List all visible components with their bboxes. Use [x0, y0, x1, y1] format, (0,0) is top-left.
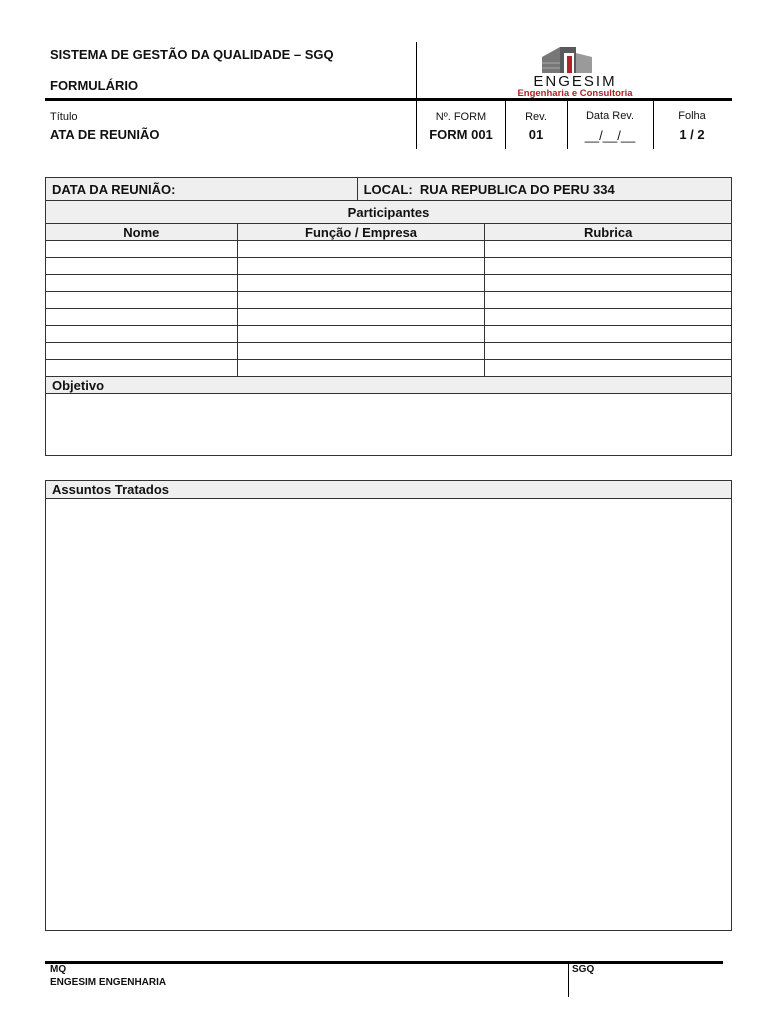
- rev-label: Rev.: [525, 111, 547, 123]
- meeting-form-table: [45, 177, 732, 456]
- signature-cell[interactable]: [485, 326, 732, 343]
- participants-title: Participantes: [46, 201, 732, 224]
- meeting-info-row: [46, 178, 732, 201]
- building-logo-icon: [540, 43, 596, 75]
- name-cell[interactable]: [46, 343, 238, 360]
- role-cell[interactable]: [237, 275, 485, 292]
- date-rev-label: Data Rev.: [585, 110, 635, 122]
- name-cell[interactable]: [46, 309, 238, 326]
- role-cell[interactable]: [237, 241, 485, 258]
- participants-header-row: [46, 224, 732, 241]
- logo-tagline: Engenharia e Consultoria: [517, 88, 633, 99]
- location-value: RUA REPUBLICA DO PERU 334: [419, 181, 615, 197]
- meeting-location: [357, 178, 731, 201]
- form-no-label: Nº. FORM: [435, 111, 487, 123]
- title-label: Título: [50, 111, 78, 123]
- title-value: ATA DE REUNIÃO: [50, 127, 160, 142]
- signature-cell[interactable]: [485, 258, 732, 275]
- system-title: SISTEMA DE GESTÃO DA QUALIDADE – SGQ: [50, 47, 334, 62]
- column-header-name: Nome: [46, 224, 238, 241]
- topics-field[interactable]: [46, 499, 731, 930]
- footer-mq: MQ: [50, 964, 67, 975]
- footer-company: ENGESIM ENGENHARIA: [50, 977, 167, 988]
- signature-cell[interactable]: [485, 292, 732, 309]
- name-cell[interactable]: [46, 241, 238, 258]
- participant-row[interactable]: [46, 275, 732, 292]
- sheet-value: 1 / 2: [679, 127, 705, 142]
- topics-box: [45, 480, 732, 931]
- participants-title-row: [46, 201, 732, 224]
- meeting-date-label: DATA DA REUNIÃO:: [46, 178, 358, 201]
- name-cell[interactable]: [46, 360, 238, 377]
- participant-row[interactable]: [46, 360, 732, 377]
- objective-body-row[interactable]: [46, 394, 732, 456]
- participant-row[interactable]: [46, 258, 732, 275]
- role-cell[interactable]: [237, 343, 485, 360]
- topics-label: Assuntos Tratados: [46, 481, 731, 499]
- footer-sgq: SGQ: [572, 964, 595, 975]
- objective-field[interactable]: [46, 394, 732, 456]
- name-cell[interactable]: [46, 258, 238, 275]
- signature-cell[interactable]: [485, 343, 732, 360]
- date-rev-value: __/__/__: [584, 128, 636, 143]
- footer-rule: [45, 961, 723, 964]
- objective-label: Objetivo: [46, 377, 732, 394]
- signature-cell[interactable]: [485, 241, 732, 258]
- form-no-value: FORM 001: [429, 127, 493, 142]
- objective-header-row: [46, 377, 732, 394]
- role-cell[interactable]: [237, 309, 485, 326]
- signature-cell[interactable]: [485, 275, 732, 292]
- name-cell[interactable]: [46, 275, 238, 292]
- logo-name: ENGESIM: [533, 73, 617, 90]
- rev-value: 01: [528, 127, 544, 142]
- column-header-role: Função / Empresa: [237, 224, 485, 241]
- name-cell[interactable]: [46, 292, 238, 309]
- participant-row[interactable]: [46, 326, 732, 343]
- form-type: FORMULÁRIO: [50, 78, 139, 93]
- sheet-label: Folha: [678, 110, 706, 122]
- name-cell[interactable]: [46, 326, 238, 343]
- role-cell[interactable]: [237, 258, 485, 275]
- role-cell[interactable]: [237, 292, 485, 309]
- participant-row[interactable]: [46, 241, 732, 258]
- signature-cell[interactable]: [485, 309, 732, 326]
- column-header-signature: Rubrica: [485, 224, 732, 241]
- footer-divider: [568, 964, 569, 997]
- location-label: LOCAL:: [363, 181, 413, 197]
- signature-cell[interactable]: [485, 360, 732, 377]
- header-divider: [416, 42, 417, 149]
- participant-row[interactable]: [46, 309, 732, 326]
- participant-row[interactable]: [46, 343, 732, 360]
- role-cell[interactable]: [237, 360, 485, 377]
- participant-row[interactable]: [46, 292, 732, 309]
- role-cell[interactable]: [237, 326, 485, 343]
